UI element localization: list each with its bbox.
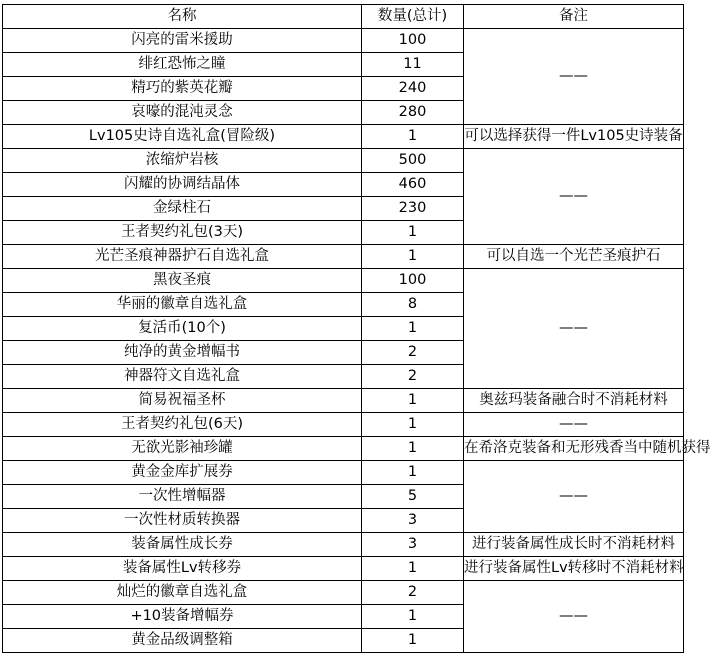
header-quantity: 数量(总计): [362, 5, 464, 29]
table-row: [3, 29, 684, 53]
item-quantity-cell: 1: [362, 389, 464, 413]
item-name-cell: 纯净的黄金增幅书: [3, 341, 362, 365]
note-cell: ——: [464, 413, 684, 437]
note-cell: ——: [464, 269, 684, 389]
item-name-cell: Lv105史诗自选礼盒(冒险级): [3, 125, 362, 149]
item-quantity-cell: 11: [362, 53, 464, 77]
item-name-cell: 闪耀的协调结晶体: [3, 173, 362, 197]
item-quantity-cell: 1: [362, 317, 464, 341]
note-cell: ——: [464, 29, 684, 125]
item-quantity-cell: 1: [362, 461, 464, 485]
note-cell: 可以选择获得一件Lv105史诗装备: [464, 125, 684, 149]
table-row: [3, 245, 684, 269]
note-cell: ——: [464, 581, 684, 653]
table-row: [3, 413, 684, 437]
item-name-cell: 哀嚎的混沌灵念: [3, 101, 362, 125]
note-cell: 在希洛克装备和无形残香当中随机获得: [464, 437, 684, 461]
item-name-cell: 黑夜圣痕: [3, 269, 362, 293]
item-quantity-cell: 500: [362, 149, 464, 173]
item-quantity-cell: 8: [362, 293, 464, 317]
table-row: [3, 533, 684, 557]
item-quantity-cell: 1: [362, 125, 464, 149]
note-cell: 进行装备属性Lv转移时不消耗材料: [464, 557, 684, 581]
item-name-cell: 复活币(10个): [3, 317, 362, 341]
table-row: [3, 149, 684, 173]
item-quantity-cell: 1: [362, 437, 464, 461]
item-name-cell: 一次性增幅器: [3, 485, 362, 509]
item-name-cell: 装备属性成长券: [3, 533, 362, 557]
item-quantity-cell: 280: [362, 101, 464, 125]
item-name-cell: 闪亮的雷米援助: [3, 29, 362, 53]
item-name-cell: 装备属性Lv转移券: [3, 557, 362, 581]
item-quantity-cell: 1: [362, 221, 464, 245]
header-row: [3, 5, 684, 29]
table-row: [3, 461, 684, 485]
item-quantity-cell: 100: [362, 269, 464, 293]
table-row: [3, 269, 684, 293]
item-quantity-cell: 5: [362, 485, 464, 509]
item-quantity-cell: 3: [362, 533, 464, 557]
item-name-cell: +10装备增幅券: [3, 605, 362, 629]
item-quantity-cell: 230: [362, 197, 464, 221]
item-name-cell: 光芒圣痕神器护石自选礼盒: [3, 245, 362, 269]
item-quantity-cell: 460: [362, 173, 464, 197]
note-cell: 奥兹玛装备融合时不消耗材料: [464, 389, 684, 413]
item-name-cell: 精巧的紫英花瓣: [3, 77, 362, 101]
note-cell: 可以自选一个光芒圣痕护石: [464, 245, 684, 269]
note-cell: ——: [464, 461, 684, 533]
item-quantity-cell: 2: [362, 365, 464, 389]
header-name: 名称: [3, 5, 362, 29]
table-row: [3, 557, 684, 581]
item-quantity-cell: 1: [362, 245, 464, 269]
item-name-cell: 金绿柱石: [3, 197, 362, 221]
item-name-cell: 黄金金库扩展券: [3, 461, 362, 485]
item-quantity-cell: 1: [362, 605, 464, 629]
item-quantity-cell: 2: [362, 581, 464, 605]
item-name-cell: 浓缩炉岩核: [3, 149, 362, 173]
item-name-cell: 黄金品级调整箱: [3, 629, 362, 653]
item-name-cell: 华丽的徽章自选礼盒: [3, 293, 362, 317]
item-quantity-cell: 1: [362, 413, 464, 437]
table-row: [3, 581, 684, 605]
table-row: [3, 389, 684, 413]
item-name-cell: 王者契约礼包(3天): [3, 221, 362, 245]
table-row: [3, 437, 684, 461]
table-row: [3, 125, 684, 149]
note-cell: ——: [464, 149, 684, 245]
item-quantity-cell: 1: [362, 557, 464, 581]
item-quantity-cell: 240: [362, 77, 464, 101]
item-name-cell: 简易祝福圣杯: [3, 389, 362, 413]
item-name-cell: 绯红恐怖之瞳: [3, 53, 362, 77]
item-quantity-cell: 2: [362, 341, 464, 365]
item-name-cell: 王者契约礼包(6天): [3, 413, 362, 437]
item-quantity-cell: 3: [362, 509, 464, 533]
header-note: 备注: [464, 5, 684, 29]
table-body: [3, 29, 711, 653]
item-name-cell: 无欲光影袖珍罐: [3, 437, 362, 461]
item-name-cell: 一次性材质转换器: [3, 509, 362, 533]
item-quantity-cell: 1: [362, 629, 464, 653]
note-cell: 进行装备属性成长时不消耗材料: [464, 533, 684, 557]
item-quantity-cell: 100: [362, 29, 464, 53]
item-table: [2, 4, 711, 653]
item-name-cell: 灿烂的徽章自选礼盒: [3, 581, 362, 605]
item-name-cell: 神器符文自选礼盒: [3, 365, 362, 389]
